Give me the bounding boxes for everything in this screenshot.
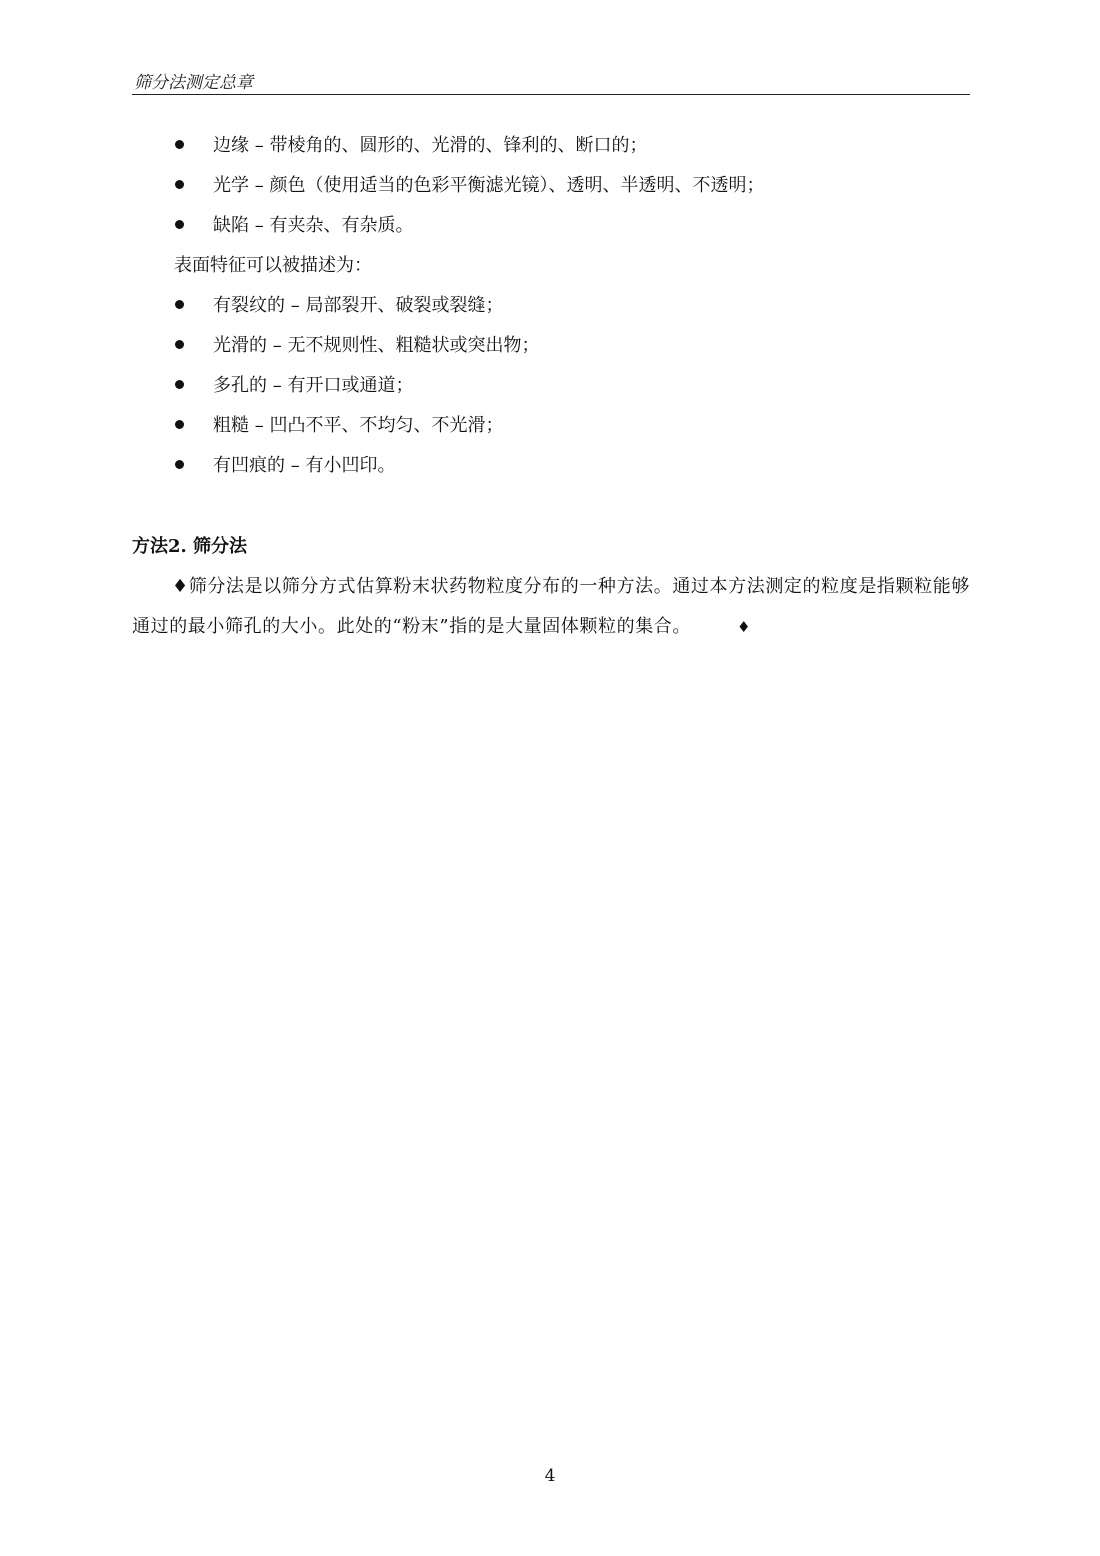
list-item bbox=[132, 166, 970, 206]
list-item-text: 光学 – 颜色（使用适当的色彩平衡滤光镜）、透明、半透明、不透明； bbox=[213, 175, 765, 196]
running-header-title: 筛分法测定总章 bbox=[134, 73, 253, 93]
paragraph-text: ♦筛分法是以筛分方式估算粉末状药物粒度分布的一种方法。通过本方法测定的粒度是指颗粒能够通过的最小筛孔的大小。此处的“粉末”指的是大量固体颗粒的集合。 bbox=[132, 576, 970, 637]
list-item-text: 缺陷 – 有夹杂、有杂质。 bbox=[213, 215, 414, 236]
surface-intro-text: 表面特征可以被描述为： bbox=[174, 255, 372, 276]
page-header bbox=[132, 64, 970, 95]
list-item-text: 有裂纹的 – 局部裂开、破裂或裂缝； bbox=[213, 295, 504, 316]
section-paragraph bbox=[132, 567, 970, 647]
page-content bbox=[132, 126, 970, 647]
bullet-icon bbox=[175, 340, 184, 349]
list-item-text: 光滑的 – 无不规则性、粗糙状或突出物； bbox=[213, 335, 540, 356]
list-item-text: 边缘 – 带棱角的、圆形的、光滑的、锋利的、断口的； bbox=[213, 135, 648, 156]
list-item-text: 有凹痕的 – 有小凹印。 bbox=[213, 455, 396, 476]
list-item bbox=[132, 446, 970, 486]
page-number: 4 bbox=[544, 1466, 556, 1486]
list-item bbox=[132, 126, 970, 166]
particle-property-list bbox=[132, 126, 970, 246]
list-item bbox=[132, 286, 970, 326]
section-heading: 方法2. 筛分法 bbox=[132, 536, 248, 557]
bullet-icon bbox=[175, 420, 184, 429]
list-item bbox=[132, 206, 970, 246]
bullet-icon bbox=[175, 220, 184, 229]
diamond-marker-icon: ♦ bbox=[737, 618, 752, 636]
bullet-icon bbox=[175, 460, 184, 469]
bullet-icon bbox=[175, 180, 184, 189]
surface-feature-list bbox=[132, 286, 970, 486]
list-item bbox=[132, 326, 970, 366]
list-item-text: 多孔的 – 有开口或通道； bbox=[213, 375, 414, 396]
bullet-icon bbox=[175, 380, 184, 389]
list-item bbox=[132, 366, 970, 406]
list-item bbox=[132, 406, 970, 446]
list-item-text: 粗糙 – 凹凸不平、不均匀、不光滑； bbox=[213, 415, 504, 436]
bullet-icon bbox=[175, 300, 184, 309]
bullet-icon bbox=[175, 140, 184, 149]
